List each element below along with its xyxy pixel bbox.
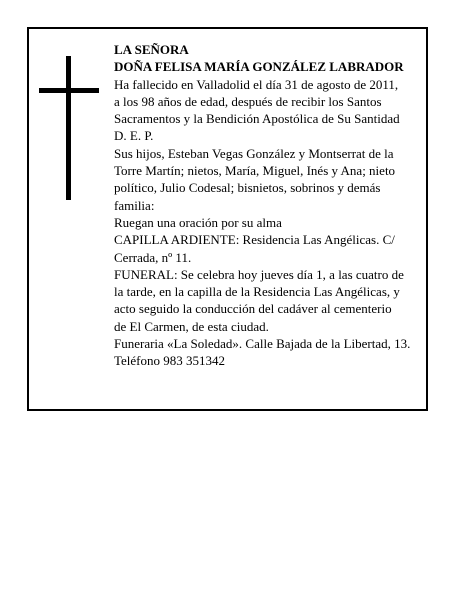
notice-line: CAPILLA ARDIENTE: Residencia Las Angélicas. C/ <box>114 232 395 248</box>
obituary-notice <box>27 27 428 411</box>
notice-heading-title: LA SEÑORA <box>114 42 189 57</box>
cross-vertical-bar <box>66 56 71 200</box>
notice-line: de El Carmen, de esta ciudad. <box>114 318 269 334</box>
notice-line: Teléfono 983 351342 <box>114 353 226 369</box>
notice-line: la tarde, en la capilla de la Residencia Las Angélicas, y <box>114 284 400 300</box>
notice-line: Funeraria «La Soledad». Calle Bajada de la Libertad, 13. <box>114 336 411 352</box>
notice-line: Sus hijos, Esteban Vegas González y Montserrat de la <box>114 145 394 161</box>
notice-line: D. E. P. <box>114 128 154 144</box>
notice-line: a los 98 años de edad, después de recibir los Santos <box>114 93 382 109</box>
obituary-text <box>114 41 424 370</box>
notice-line: acto seguido la conducción del cadáver al cementerio <box>114 301 392 317</box>
notice-line: Ha fallecido en Valladolid el día 31 de agosto de 2011, <box>114 76 399 92</box>
notice-line: Cerrada, nº 11. <box>114 249 192 265</box>
notice-line: Sacramentos y la Bendición Apostólica de Su Santidad <box>114 111 400 127</box>
notice-line: Torre Martín; nietos, María, Miguel, Inés y Ana; nieto <box>114 163 396 179</box>
notice-line: FUNERAL: Se celebra hoy jueves día 1, a las cuatro de <box>114 266 404 282</box>
notice-deceased-name: DOÑA FELISA MARÍA GONZÁLEZ LABRADOR <box>114 59 404 75</box>
notice-line: político, Julio Codesal; bisnietos, sobrinos y demás <box>114 180 381 196</box>
cross-icon <box>39 56 99 200</box>
notice-line: Ruegan una oración por su alma <box>114 214 282 230</box>
cross-horizontal-bar <box>39 88 99 93</box>
notice-line: familia: <box>114 197 155 213</box>
